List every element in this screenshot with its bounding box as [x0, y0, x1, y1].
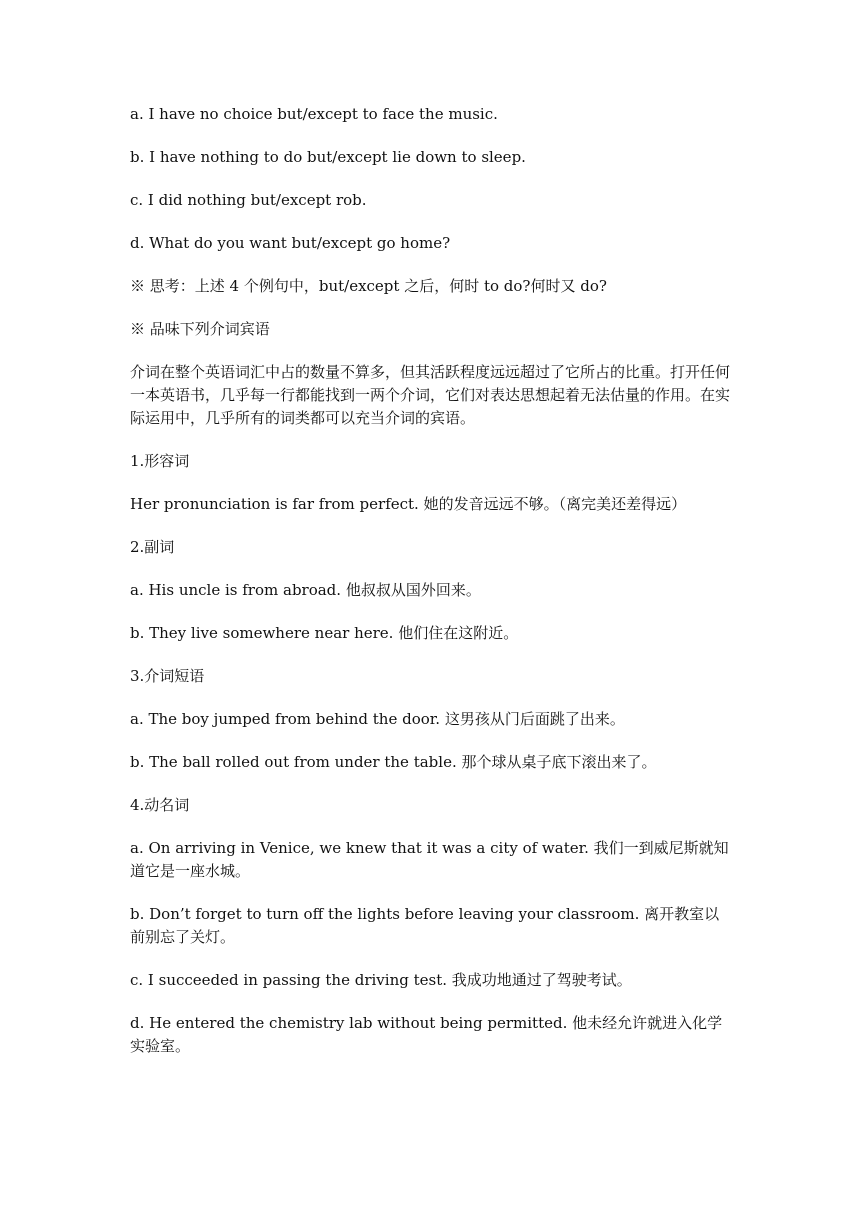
heading-gerund: 4.动名词 — [130, 796, 190, 814]
thinking-question: ※ 思考：上述 4 个例句中，but/except 之后，何时 to do?何时又 do? — [130, 277, 607, 295]
gerund-example-a: a. On arriving in Venice, we knew that it was a city of water. 我们一到威尼斯就知道它是一座水城。 — [130, 839, 729, 880]
example-d-go-home: d. What do you want but/except go home? — [130, 234, 451, 252]
heading-adjective: 1.形容词 — [130, 452, 190, 470]
example-a-face-the-music: a. I have no choice but/except to face the music. — [130, 105, 498, 123]
gerund-example-d: d. He entered the chemistry lab without being permitted. 他未经允许就进入化学实验室。 — [130, 1014, 723, 1055]
example-c-rob: c. I did nothing but/except rob. — [130, 191, 367, 209]
adjective-example: Her pronunciation is far from perfect. 她的发音远远不够。（离完美还差得远） — [130, 495, 687, 513]
gerund-example-c: c. I succeeded in passing the driving test. 我成功地通过了驾驶考试。 — [130, 971, 632, 989]
heading-prep-phrase: 3.介词短语 — [130, 667, 205, 685]
document-body — [130, 103, 730, 1078]
example-b-lie-down: b. I have nothing to do but/except lie down to sleep. — [130, 148, 526, 166]
intro-paragraph: 介词在整个英语词汇中占的数量不算多，但其活跃程度远远超过了它所占的比重。打开任何一本英语书，几乎每一行都能找到一两个介词，它们对表达思想起着无法估量的作用。在实际运用中，几乎所有的词类都可以充当介词的宾语。 — [130, 363, 731, 427]
adverb-example-a: a. His uncle is from abroad. 他叔叔从国外回来。 — [130, 581, 481, 599]
heading-adverb: 2.副词 — [130, 538, 175, 556]
prep-phrase-example-a: a. The boy jumped from behind the door. 这男孩从门后面跳了出来。 — [130, 710, 625, 728]
section-heading-prep-objects: ※ 品味下列介词宾语 — [130, 320, 270, 338]
gerund-example-b: b. Don’t forget to turn off the lights before leaving your classroom. 离开教室以前别忘了关灯。 — [130, 905, 720, 946]
prep-phrase-example-b: b. The ball rolled out from under the table. 那个球从桌子底下滚出来了。 — [130, 753, 657, 771]
adverb-example-b: b. They live somewhere near here. 他们住在这附近。 — [130, 624, 519, 642]
